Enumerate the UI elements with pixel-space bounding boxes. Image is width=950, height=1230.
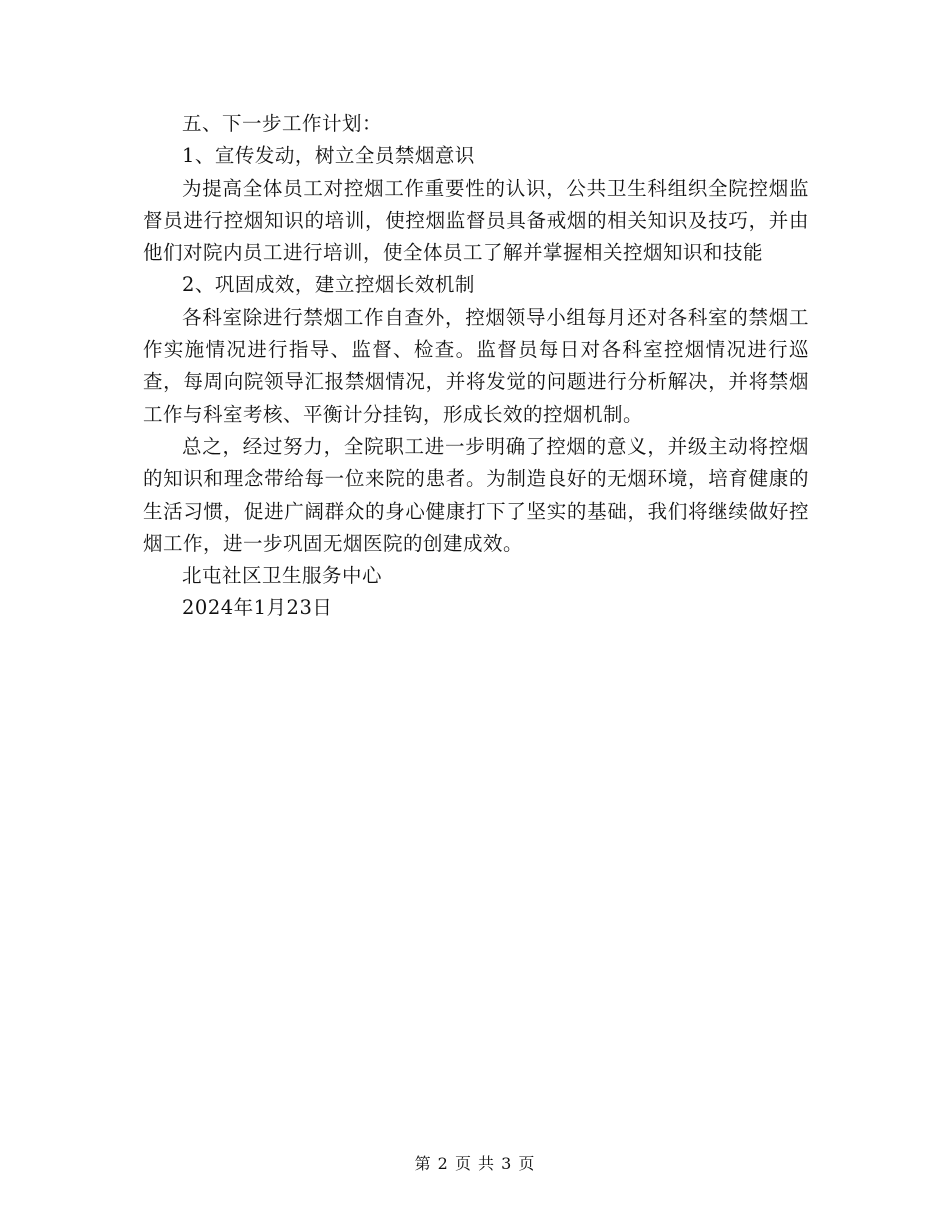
conclusion-paragraph: 总之，经过努力，全院职工进一步明确了控烟的意义，并级主动将控烟的知识和理念带给每一位来院的患者。为制造良好的无烟环境，培育健康的生活习惯，促进广阔群众的身心健康打下了坚实的基础，我们将继续做好控烟工作，进一步巩固无烟医院的创建成效。 [143,434,809,555]
item2-title: 2、巩固成效，建立控烟长效机制 [182,273,475,297]
page-number-footer: 第 2 页 共 3 页 [414,1154,536,1173]
item1-title: 1、宣传发动，树立全员禁烟意识 [182,144,475,168]
signature: 北屯社区卫生服务中心 [182,564,383,588]
document-body [143,108,809,625]
item2-body: 各科室除进行禁烟工作自查外，控烟领导小组每月还对各科室的禁烟工作实施情况进行指导、监督、检查。监督员每日对各科室控烟情况进行巡查，每周向院领导汇报禁烟情况，并将发觉的问题进行分析解决，并将禁烟工作与科室考核、平衡计分挂钩，形成长效的控烟机制。 [143,305,809,426]
section-heading: 五、下一步工作计划： [182,112,383,135]
item1-body: 为提高全体员工对控烟工作重要性的认识，公共卫生科组织全院控烟监督员进行控烟知识的培训，使控烟监督员具备戒烟的相关知识及技巧，并由他们对院内员工进行培训，使全体员工了解并掌握相关控烟知识和技能 [143,176,809,265]
date: 2024年1月23日 [182,596,333,620]
